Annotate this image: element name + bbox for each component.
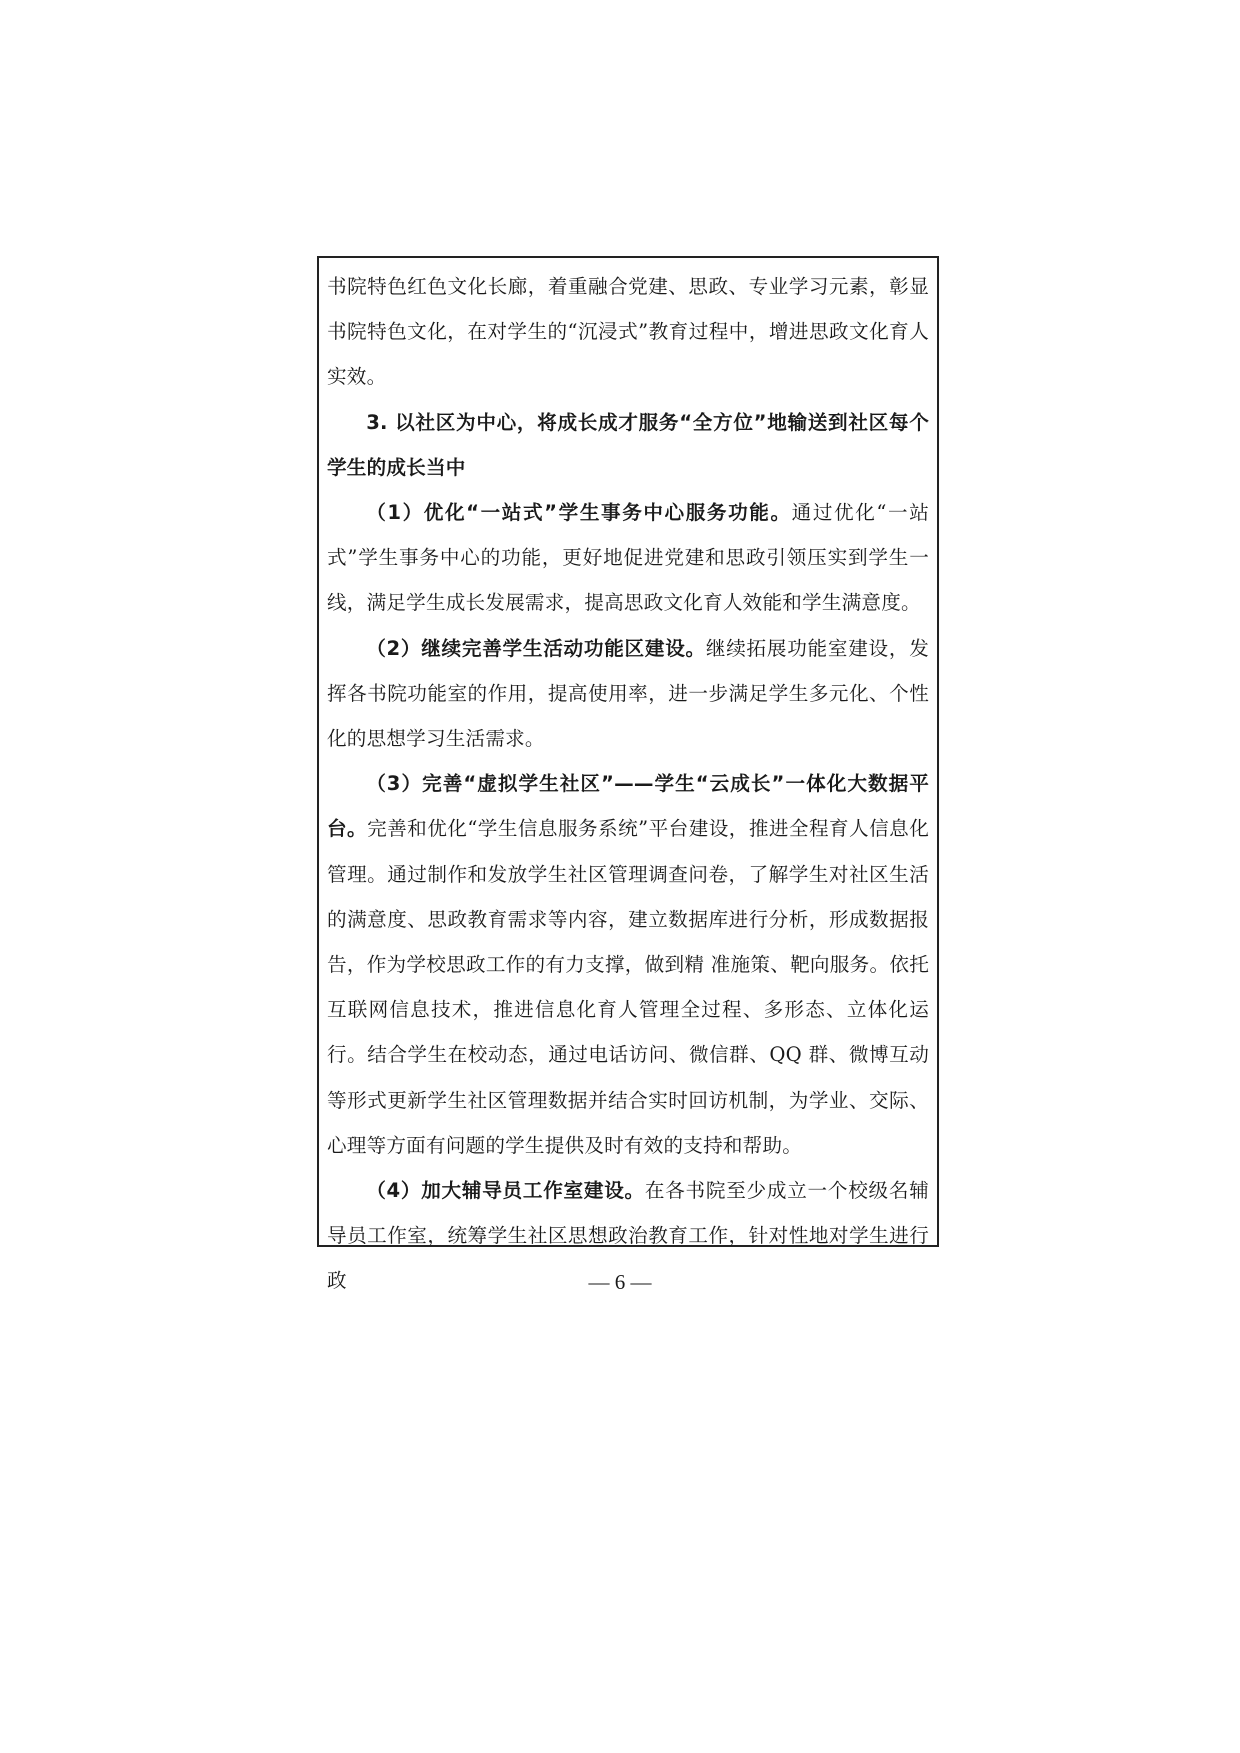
item-body: 继续拓展功能室建设，发挥各书院功能室的作用，提高使用率，进一步满足学生多元化、个性化的思想学习生活需求。 xyxy=(327,636,929,751)
item-body: 通过优化“一站式”学生事务中心的功能，更好地促进党建和思政引领压实到学生一线，满足学生成长发展需求，提高思政文化育人效能和学生满意度。 xyxy=(327,501,929,615)
paragraph-continuation xyxy=(327,264,929,400)
section-heading-3 xyxy=(327,400,929,490)
item-body: 在各书院至少成立一个校级名辅导员工作室，统筹学生社区思想政治教育工作，针对性地对学生进行政 xyxy=(327,1179,929,1293)
item-heading: （2）继续完善学生活动功能区建设。 xyxy=(366,636,706,660)
paragraph-body: 书院特色红色文化长廊，着重融合党建、思政、专业学习元素，彰显书院特色文化，在对学生的“沉浸式”教育过程中，增进思政文化育人实效。 xyxy=(327,275,929,389)
paragraph-item-3 xyxy=(327,761,929,1168)
paragraph-item-2 xyxy=(327,626,929,762)
item-heading: （1）优化“一站式”学生事务中心服务功能。 xyxy=(366,501,792,525)
section-heading-text: 3. 以社区为中心，将成长成才服务“全方位”地输送到社区每个学生的成长当中 xyxy=(327,410,929,479)
bordered-text-box xyxy=(317,256,939,1293)
page-number: — 6 — xyxy=(588,1270,652,1294)
item-body: 完善和优化“学生信息服务系统”平台建设，推进全程育人信息化管理。通过制作和发放学生社区管理调查问卷，了解学生对社区生活的满意度、思政教育需求等内容，建立数据库进行分析，形成数据报告，作为学校思政工作的有力支撑，做到精 准施策、靶向服务。依托互联网信息技术，推进信息化育人管理全过程、多形态、立体化运行。结合学生在校动态，通过电话访问、微信群、QQ 群、微博互动等形式更新学生社区管理数据并结合实时回访机制，为学业、交际、心理等方面有问题的学生提供及时有效的支持和帮助。 xyxy=(327,817,929,1157)
item-heading: （3）完善“虚拟学生社区”——学生“云成长”一体化大数据平台。 xyxy=(327,772,929,841)
item-heading: （4）加大辅导员工作室建设。 xyxy=(366,1179,645,1203)
paragraph-item-1 xyxy=(327,490,929,626)
